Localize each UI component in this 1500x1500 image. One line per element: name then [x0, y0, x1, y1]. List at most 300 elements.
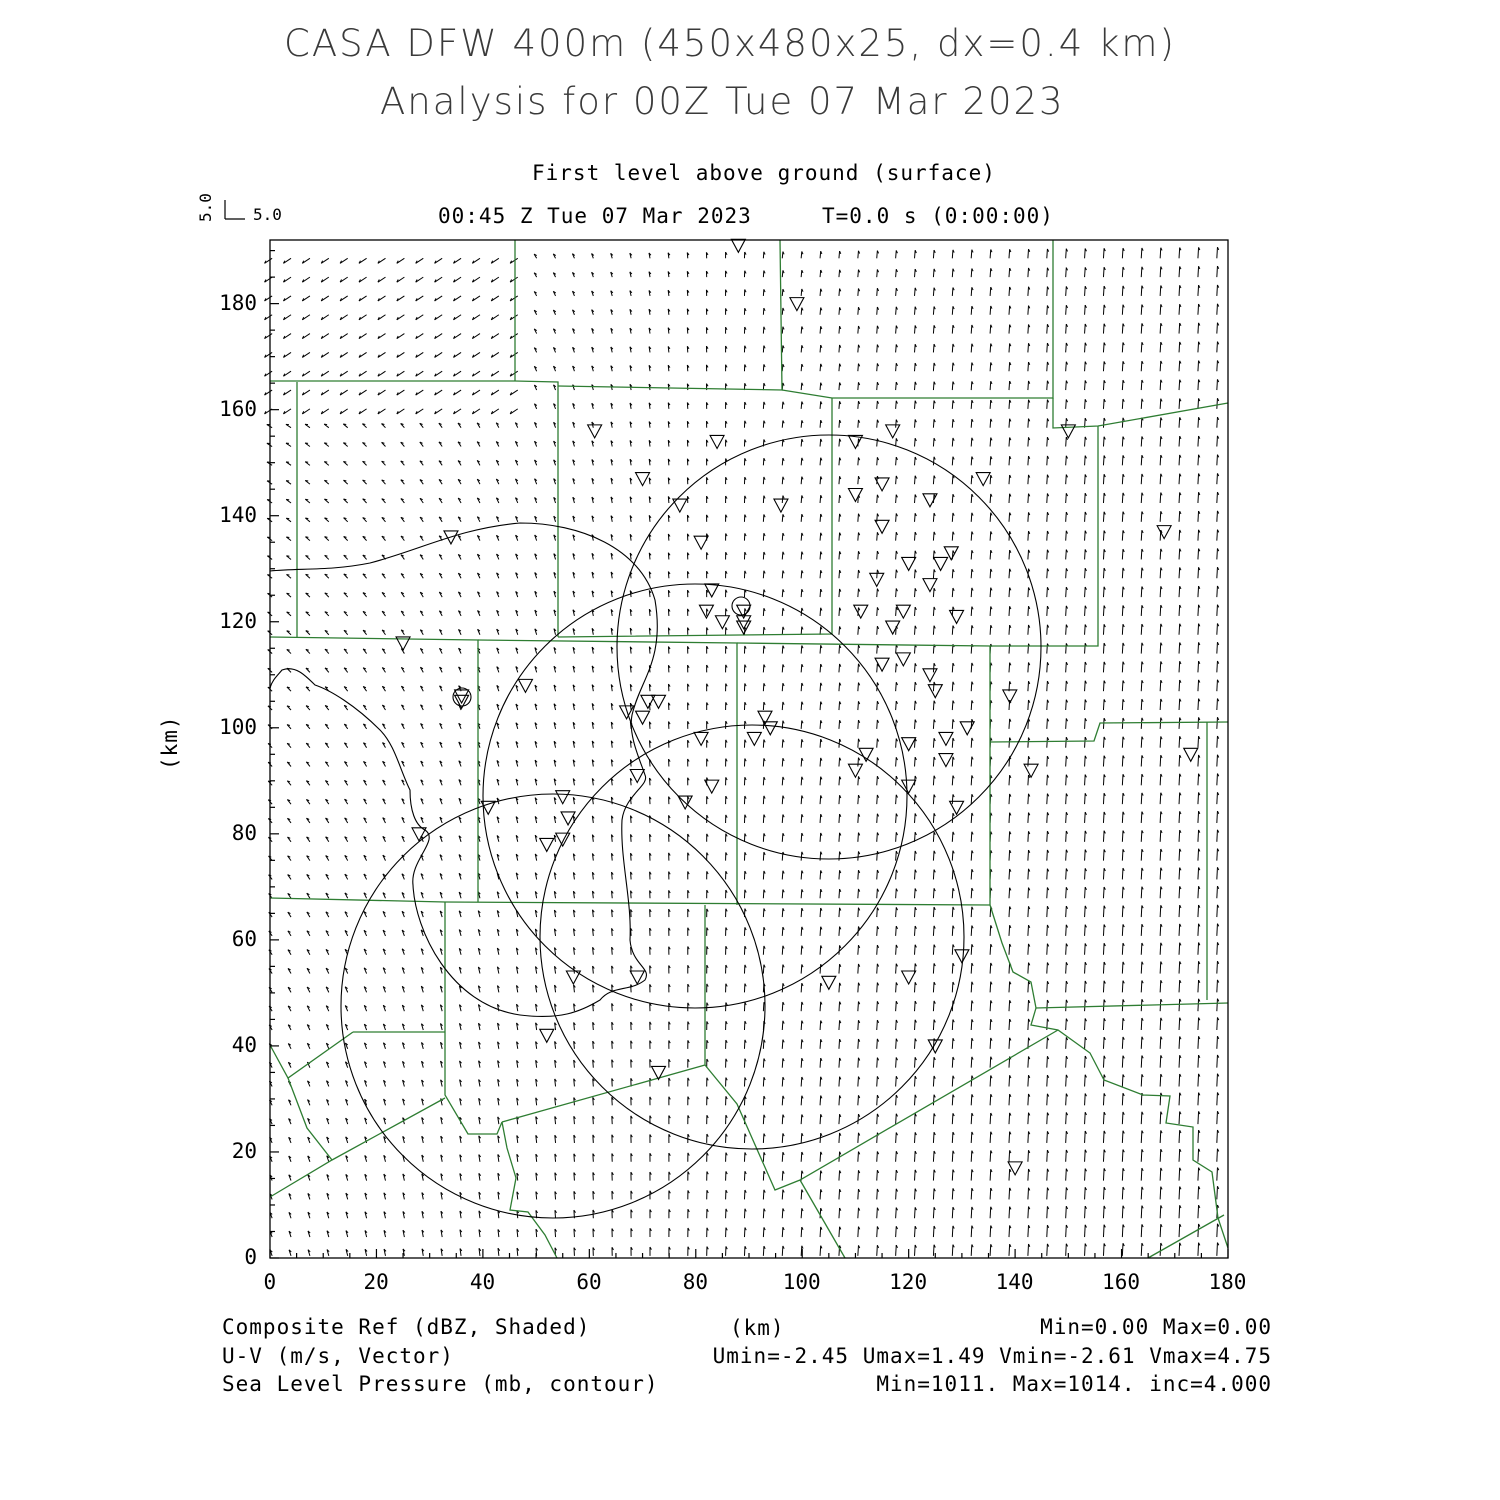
county-line — [705, 1030, 1058, 1190]
wind-vector — [1103, 1168, 1104, 1180]
wind-vector — [1141, 662, 1142, 673]
wind-vector — [820, 964, 821, 973]
wind-vector — [1028, 906, 1029, 917]
wind-vector — [1160, 849, 1161, 861]
wind-vector — [952, 419, 953, 428]
wind-vector — [1141, 849, 1142, 860]
wind-vector — [896, 1039, 897, 1049]
y-tick-label: 140 — [219, 502, 257, 527]
wind-vector — [877, 664, 878, 673]
wind-vector — [1047, 1244, 1048, 1256]
wind-vector — [1198, 905, 1199, 917]
wind-vector — [782, 683, 783, 691]
wind-vector — [1122, 305, 1123, 315]
wind-vector — [915, 382, 916, 390]
wind-vector — [915, 1132, 916, 1143]
radar-range-ring — [540, 725, 964, 1149]
wind-vector — [1028, 249, 1029, 258]
wind-vector — [1066, 249, 1067, 259]
wind-vector — [1009, 1244, 1010, 1256]
wind-vector — [1028, 1150, 1029, 1162]
wind-vector — [1160, 285, 1161, 295]
legend-reflectivity: Composite Ref (dBZ, Shaded) — [222, 1315, 591, 1339]
wind-vector — [1066, 456, 1067, 466]
county-line — [445, 902, 502, 1134]
county-line — [1053, 398, 1228, 428]
wind-vector — [1047, 644, 1048, 654]
legend-reflectivity-range: Min=0.00 Max=0.00 — [1040, 1315, 1272, 1339]
wind-vector — [1179, 905, 1180, 917]
wind-vector — [896, 363, 897, 371]
wind-vector — [1047, 381, 1048, 390]
wind-vector — [1103, 831, 1104, 842]
wind-vector — [820, 476, 821, 484]
wind-vector — [1122, 737, 1123, 748]
wind-vector — [877, 532, 878, 540]
wind-vector — [1066, 268, 1067, 278]
station-triangle-icon — [737, 621, 751, 634]
wind-vector — [1160, 755, 1161, 766]
wind-vector — [782, 1077, 783, 1086]
wind-vector — [1103, 1093, 1104, 1105]
wind-vector — [1198, 398, 1199, 408]
wind-vector — [971, 268, 972, 277]
wind-vector — [1009, 475, 1010, 484]
wind-vector — [933, 250, 934, 258]
wind-vector — [1009, 888, 1010, 899]
wind-vector — [801, 1096, 802, 1106]
wind-vector — [1160, 342, 1161, 352]
wind-vector — [1179, 1112, 1180, 1125]
wind-vector — [1066, 625, 1067, 635]
wind-vector — [839, 1170, 840, 1180]
wind-vector — [1009, 588, 1010, 598]
wind-vector — [782, 702, 783, 710]
wind-vector — [1066, 1094, 1067, 1106]
wind-vector — [952, 363, 953, 371]
wind-vector — [1103, 906, 1104, 917]
wind-vector — [1198, 417, 1199, 427]
wind-vector — [915, 663, 916, 672]
county-line — [270, 898, 990, 905]
wind-vector — [801, 777, 802, 786]
wind-vector — [1198, 867, 1199, 879]
wind-vector — [1198, 999, 1199, 1011]
wind-vector — [839, 514, 840, 522]
wind-vector — [1066, 305, 1067, 315]
wind-vector — [801, 964, 802, 973]
wind-vector — [1141, 812, 1142, 823]
wind-vector — [1179, 1149, 1180, 1162]
wind-vector — [1217, 398, 1218, 409]
wind-vector — [1047, 1113, 1048, 1125]
wind-vector — [1141, 680, 1142, 691]
wind-vector — [1028, 381, 1029, 390]
wind-vector — [1047, 944, 1048, 955]
wind-vector — [782, 814, 783, 822]
wind-vector — [1122, 1112, 1123, 1124]
wind-vector — [1198, 1224, 1199, 1237]
wind-vector — [1217, 1167, 1218, 1180]
wind-vector — [990, 1000, 991, 1011]
wind-vector — [971, 1151, 972, 1162]
wind-vector — [858, 457, 859, 465]
wind-vector — [858, 1114, 859, 1124]
wind-vector — [896, 551, 897, 560]
wind-vector — [1179, 1205, 1180, 1218]
wind-vector — [1028, 475, 1029, 484]
wind-vector — [1066, 793, 1067, 804]
wind-vector — [1047, 869, 1048, 880]
wind-vector — [1028, 925, 1029, 936]
wind-vector — [1066, 700, 1067, 710]
wind-vector — [971, 1226, 972, 1237]
wind-vector — [839, 945, 840, 954]
wind-vector — [1217, 924, 1218, 936]
wind-vector — [971, 1057, 972, 1068]
wind-vector — [1198, 492, 1199, 503]
wind-vector — [915, 1076, 916, 1086]
wind-vector — [858, 1227, 859, 1237]
wind-vector — [820, 514, 821, 522]
wind-vector — [1066, 737, 1067, 747]
station-triangle-icon — [886, 425, 900, 438]
wind-vector — [839, 345, 840, 352]
wind-vector — [990, 268, 991, 277]
wind-vector — [782, 946, 783, 955]
wind-vector — [990, 306, 991, 315]
y-tick-label: 180 — [219, 290, 257, 315]
wind-vector — [1198, 455, 1199, 466]
wind-vector — [1066, 756, 1067, 767]
wind-vector — [971, 757, 972, 767]
wind-vector — [896, 401, 897, 409]
wind-vector — [1066, 775, 1067, 786]
wind-vector — [763, 908, 764, 917]
wind-vector — [782, 608, 783, 616]
wind-vector — [1141, 624, 1142, 635]
wind-vector — [933, 719, 934, 728]
wind-vector — [1047, 400, 1048, 409]
station-triangle-icon — [854, 605, 868, 618]
wind-vector — [1141, 737, 1142, 748]
wind-vector — [1160, 887, 1161, 899]
wind-vector — [877, 345, 878, 353]
wind-vector — [990, 325, 991, 334]
wind-vector — [896, 1133, 897, 1143]
wind-vector — [1066, 812, 1067, 823]
wind-vector — [1217, 1224, 1218, 1237]
wind-vector — [990, 1094, 991, 1105]
wind-vector — [952, 1170, 953, 1181]
wind-vector — [858, 532, 859, 540]
wind-vector — [858, 382, 859, 390]
wind-vector — [990, 1132, 991, 1143]
wind-vector — [952, 1245, 953, 1256]
wind-vector — [896, 457, 897, 465]
wind-vector — [1085, 1131, 1086, 1143]
wind-vector — [1047, 1056, 1048, 1067]
wind-vector — [1122, 756, 1123, 767]
wind-vector — [1085, 981, 1086, 992]
wind-vector — [952, 1113, 953, 1124]
wind-vector — [1103, 887, 1104, 898]
wind-vector — [990, 1169, 991, 1180]
wind-vector — [952, 663, 953, 672]
wind-vector — [1103, 1112, 1104, 1124]
legend-pressure: Sea Level Pressure (mb, contour) — [222, 1372, 659, 1396]
wind-vector — [782, 552, 783, 560]
wind-vector — [1066, 381, 1067, 390]
wind-vector — [933, 738, 934, 747]
wind-vector — [1085, 831, 1086, 842]
wind-vector — [1122, 380, 1123, 390]
wind-vector — [1028, 644, 1029, 654]
wind-vector — [1198, 943, 1199, 955]
wind-vector — [820, 946, 821, 955]
wind-vector — [1141, 718, 1142, 729]
wind-vector — [801, 1227, 802, 1237]
wind-vector — [1009, 249, 1010, 258]
wind-vector — [839, 551, 840, 559]
wind-vector — [896, 907, 897, 917]
wind-vector — [1009, 569, 1010, 578]
wind-vector — [896, 1057, 897, 1067]
wind-vector — [971, 1169, 972, 1180]
wind-vector — [1179, 755, 1180, 766]
wind-vector — [933, 419, 934, 427]
wind-vector — [1179, 511, 1180, 522]
wind-vector — [1028, 1188, 1029, 1200]
wind-vector — [877, 401, 878, 409]
wind-vector — [877, 1245, 878, 1256]
wind-vector — [1198, 323, 1199, 334]
wind-vector — [763, 852, 764, 860]
wind-vector — [915, 720, 916, 729]
wind-vector — [971, 888, 972, 898]
wind-vector — [820, 570, 821, 578]
wind-vector — [1066, 1075, 1067, 1087]
wind-vector — [1103, 681, 1104, 692]
wind-vector — [801, 758, 802, 766]
wind-vector — [801, 1114, 802, 1124]
wind-vector — [1047, 906, 1048, 917]
station-triangle-icon — [518, 679, 532, 692]
wind-vector — [1141, 1224, 1142, 1237]
wind-vector — [1066, 718, 1067, 728]
wind-vector — [1217, 642, 1218, 653]
wind-vector — [933, 401, 934, 409]
station-triangle-icon — [939, 732, 953, 745]
wind-vector — [820, 1058, 821, 1068]
wind-vector — [820, 702, 821, 710]
x-tick-label: 120 — [889, 1270, 928, 1294]
wind-vector — [915, 532, 916, 541]
wind-vector — [763, 608, 764, 616]
wind-vector — [1047, 587, 1048, 597]
wind-vector — [971, 1038, 972, 1049]
wind-vector — [801, 308, 802, 315]
wind-vector — [782, 739, 783, 747]
wind-vector — [820, 889, 821, 898]
wind-vector — [877, 363, 878, 371]
wind-vector — [1217, 1186, 1218, 1199]
wind-vector — [782, 871, 783, 880]
wind-vector — [782, 1021, 783, 1030]
wind-vector — [820, 927, 821, 936]
wind-vector — [1217, 285, 1218, 296]
wind-vector — [877, 1114, 878, 1124]
wind-vector — [1217, 530, 1218, 541]
station-triangle-icon — [976, 473, 990, 486]
wind-vector — [1085, 925, 1086, 936]
wind-vector — [1160, 418, 1161, 428]
wind-vector — [1103, 849, 1104, 860]
wind-vector — [1047, 1131, 1048, 1143]
wind-vector — [839, 458, 840, 466]
county-line — [270, 381, 558, 637]
wind-vector — [1047, 1206, 1048, 1218]
wind-vector — [763, 871, 764, 880]
wind-vector — [1179, 961, 1180, 973]
wind-vector — [896, 832, 897, 841]
station-triangle-icon — [896, 653, 910, 666]
wind-vector — [1085, 362, 1086, 372]
wind-vector — [1085, 700, 1086, 710]
wind-vector — [952, 269, 953, 277]
wind-vector — [1122, 981, 1123, 993]
wind-vector — [858, 1039, 859, 1049]
wind-vector — [1028, 606, 1029, 616]
wind-vector — [933, 588, 934, 597]
wind-vector — [1028, 343, 1029, 352]
wind-vector — [1198, 266, 1199, 277]
station-triangle-icon — [774, 499, 788, 512]
wind-vector — [1009, 381, 1010, 390]
wind-vector — [915, 1245, 916, 1256]
wind-vector — [1217, 1017, 1218, 1030]
wind-vector — [1217, 436, 1218, 447]
wind-vector — [1160, 680, 1161, 691]
wind-vector — [971, 813, 972, 823]
wind-vector — [933, 701, 934, 710]
wind-vector — [1141, 267, 1142, 277]
wind-vector — [1047, 606, 1048, 616]
wind-vector — [1047, 287, 1048, 296]
wind-vector — [1047, 887, 1048, 898]
wind-vector — [1085, 793, 1086, 804]
wind-vector — [801, 683, 802, 691]
wind-vector — [1009, 925, 1010, 936]
wind-vector — [952, 1226, 953, 1237]
wind-vector — [952, 513, 953, 522]
wind-vector — [1160, 774, 1161, 785]
wind-vector — [1085, 549, 1086, 559]
wind-vector — [1103, 512, 1104, 522]
wind-vector — [1122, 624, 1123, 635]
wind-vector — [1066, 1225, 1067, 1237]
wind-vector — [1085, 1187, 1086, 1199]
wind-vector — [801, 420, 802, 427]
wind-vector — [933, 457, 934, 465]
wind-vector — [1141, 1243, 1142, 1256]
wind-vector — [1198, 1074, 1199, 1087]
wind-vector — [1160, 661, 1161, 672]
wind-vector — [915, 363, 916, 371]
wind-vector — [971, 1188, 972, 1199]
wind-vector — [763, 796, 764, 804]
wind-vector — [1028, 268, 1029, 277]
wind-vector — [933, 757, 934, 766]
wind-vector — [877, 1095, 878, 1105]
wind-vector — [1009, 644, 1010, 654]
wind-vector — [896, 250, 897, 258]
wind-vector — [1198, 549, 1199, 560]
wind-vector — [896, 1208, 897, 1219]
wind-vector — [1198, 792, 1199, 804]
wind-vector — [1047, 493, 1048, 503]
wind-vector — [1122, 1093, 1123, 1105]
wind-vector — [1028, 362, 1029, 371]
wind-vector — [782, 927, 783, 936]
wind-vector — [896, 1001, 897, 1011]
wind-vector — [1103, 925, 1104, 936]
wind-vector — [915, 907, 916, 917]
wind-vector — [990, 1226, 991, 1237]
wind-vector — [877, 1039, 878, 1049]
wind-vector — [1103, 1037, 1104, 1049]
wind-vector — [782, 1133, 783, 1143]
wind-vector — [1198, 774, 1199, 786]
wind-vector — [1085, 437, 1086, 447]
wind-vector — [839, 870, 840, 879]
wind-vector — [858, 1170, 859, 1180]
wind-vector — [896, 814, 897, 823]
wind-vector — [1179, 417, 1180, 427]
wind-vector — [915, 438, 916, 446]
wind-vector — [1198, 830, 1199, 842]
wind-vector — [1141, 380, 1142, 390]
wind-vector — [896, 701, 897, 710]
wind-vector — [915, 344, 916, 352]
wind-vector — [1103, 361, 1104, 371]
county-line — [800, 1180, 845, 1258]
wind-vector — [1141, 1074, 1142, 1086]
wind-vector — [915, 795, 916, 804]
wind-vector — [971, 907, 972, 917]
wind-vector — [990, 1207, 991, 1218]
wind-vector — [820, 814, 821, 823]
wind-vector — [1047, 775, 1048, 785]
wind-vector — [801, 1002, 802, 1011]
wind-vector — [896, 682, 897, 691]
wind-vector — [1047, 700, 1048, 710]
wind-vector — [801, 721, 802, 729]
wind-vector — [1085, 568, 1086, 578]
wind-vector — [1179, 1055, 1180, 1067]
wind-vector — [782, 1058, 783, 1067]
wind-vector — [839, 758, 840, 767]
wind-vector — [1141, 962, 1142, 974]
wind-vector — [877, 720, 878, 729]
wind-vector — [1028, 963, 1029, 974]
wind-vector — [1028, 306, 1029, 315]
wind-vector — [839, 683, 840, 691]
wind-vector — [1028, 775, 1029, 785]
wind-vector — [1103, 305, 1104, 315]
wind-vector — [1103, 493, 1104, 503]
wind-vector — [990, 438, 991, 447]
